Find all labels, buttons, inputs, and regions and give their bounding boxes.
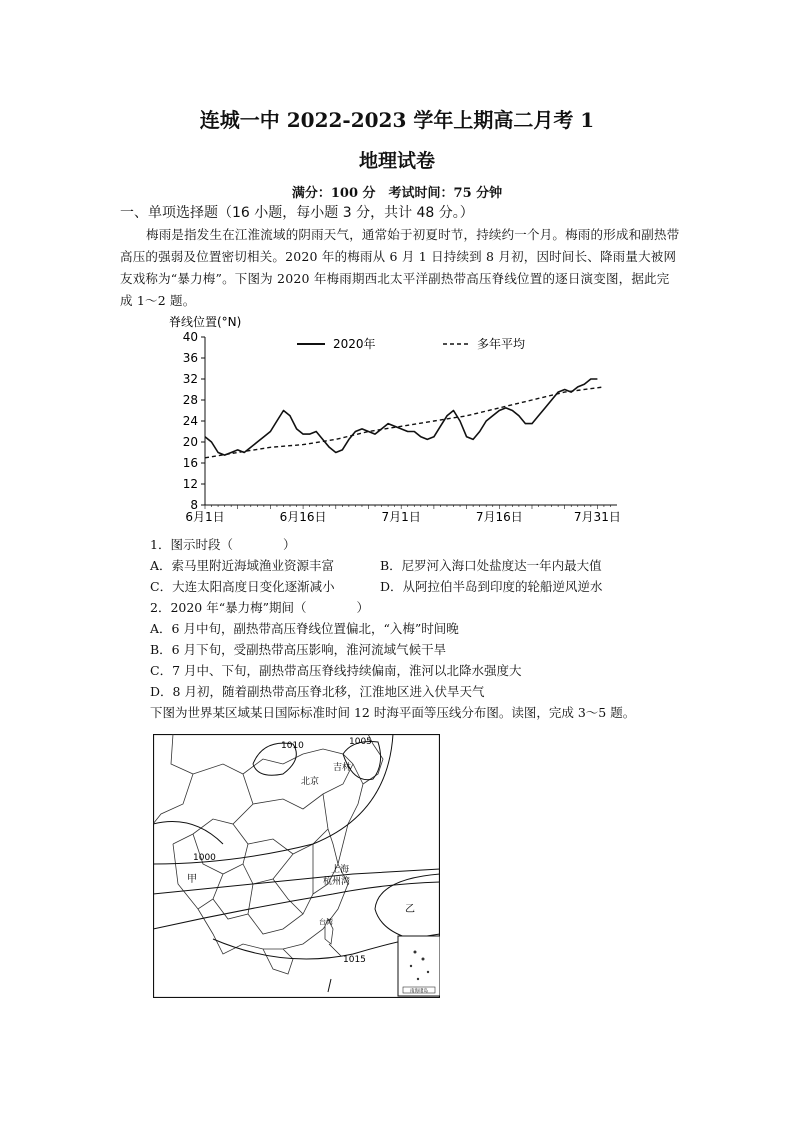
x-tick-label: 7月1日: [381, 510, 421, 524]
y-tick-label: 12: [182, 477, 198, 491]
isobar-map: [153, 734, 440, 998]
q1-option-b: B．尼罗河入海口处盐度达一年内最大值: [380, 558, 602, 573]
exam-meta: 满分：100 分 考试时间：75 分钟: [291, 186, 503, 201]
q2-option-d: D．8 月初，随着副热带高压脊北移，江淮地区进入伏旱天气: [150, 684, 485, 699]
legend-2020: 2020年: [333, 337, 376, 351]
label-shanghai: 上海: [331, 865, 350, 875]
inset-label: 南海诸岛: [410, 989, 428, 994]
label-1000: 1000: [193, 853, 216, 863]
label-hangzhouwan: 杭州湾: [323, 877, 351, 887]
ridge-line-chart: [155, 312, 635, 532]
section-heading: 一、单项选择题（16 小题，每小题 3 分，共计 48 分。）: [120, 205, 474, 221]
label-jia: 甲: [187, 874, 197, 885]
y-tick-label: 20: [182, 435, 198, 449]
x-tick-label: 7月16日: [475, 510, 523, 524]
label-beijing: 北京: [301, 777, 320, 787]
q2-option-a: A．6 月中旬，副热带高压脊线位置偏北，“入梅”时间晚: [150, 621, 459, 636]
chart-legend: [297, 336, 525, 351]
q2-option-c: C．7 月中、下旬，副热带高压脊线持续偏南，淮河以北降水强度大: [150, 663, 522, 678]
exam-subject: 地理试卷: [358, 150, 435, 172]
question-2-stem: 2．2020 年“暴力梅”期间（ ）: [150, 600, 370, 615]
label-yi: 乙: [405, 904, 415, 915]
x-tick-label: 6月1日: [185, 510, 225, 524]
x-tick-label: 7月31日: [573, 510, 621, 524]
label-1015: 1015: [343, 955, 366, 965]
series-average-line: [205, 387, 604, 458]
y-tick-label: 36: [182, 351, 198, 365]
map-frame: [154, 735, 440, 998]
label-jilin: 吉林: [333, 763, 352, 773]
question-intro: 梅雨是指发生在江淮流域的阴雨天气，通常始于初夏时节，持续约一个月。梅雨的形成和副热带高压的强弱及位置密切相关。2020 年的梅雨从 6 月 1 日持续到 8 月初，因时间长、降雨量大被网友戏称为“暴力梅”。下图为 2020 年梅雨期西北太平洋副热带高压脊线位置的逐日演变图，据此完成 1～2 题。: [120, 227, 680, 308]
y-tick-label: 28: [182, 393, 198, 407]
chart-ylabel: 脊线位置(°N): [169, 315, 242, 329]
x-tick-label: 6月16日: [279, 510, 327, 524]
y-tick-label: 8: [190, 498, 198, 512]
y-tick-label: 40: [182, 330, 198, 344]
q2-option-b: B．6 月下旬，受副热带高压影响，淮河流域气候干旱: [150, 642, 447, 657]
exam-title: 连城一中 2022-2023 学年上期高二月考 1: [199, 108, 595, 132]
q1-option-a: A．索马里附近海域渔业资源丰富: [150, 558, 335, 573]
chart-axes: [183, 330, 621, 524]
q1-option-c: C．大连太阳高度日变化逐渐减小: [150, 579, 335, 594]
map-intro: 下图为世界某区域某日国际标准时间 12 时海平面等压线分布图。读图，完成 3～5 题。: [150, 705, 636, 720]
question-1-stem: 1．图示时段（ ）: [150, 537, 296, 552]
chart-series: [205, 379, 604, 458]
label-1010: 1010: [281, 741, 304, 751]
label-taiwan: 台湾: [319, 918, 333, 926]
y-tick-label: 24: [182, 414, 198, 428]
legend-average: 多年平均: [477, 337, 526, 351]
q1-option-d: D．从阿拉伯半岛到印度的轮船逆风逆水: [380, 579, 603, 594]
series-2020-line: [205, 379, 597, 455]
y-tick-label: 32: [182, 372, 198, 386]
y-tick-label: 16: [182, 456, 198, 470]
label-1005: 1005: [349, 737, 372, 747]
